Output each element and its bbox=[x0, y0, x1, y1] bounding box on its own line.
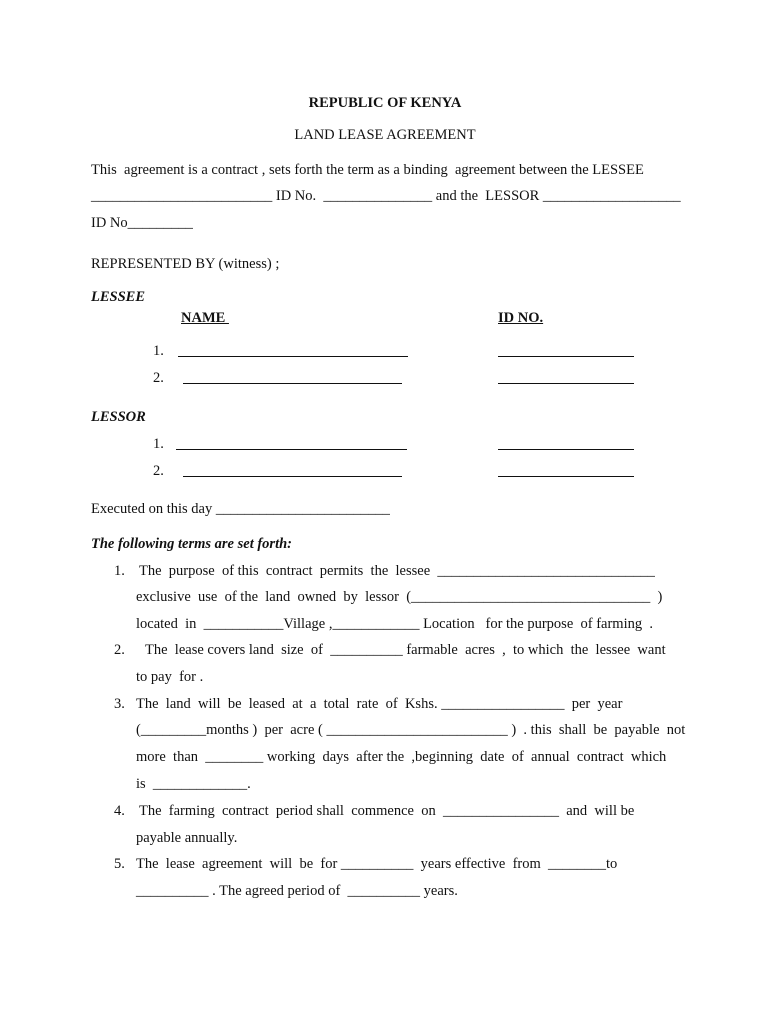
lessor-heading: LESSOR bbox=[91, 409, 146, 425]
term-1-line-3: located in ___________Village ,____________ Location for the purpose of farming . bbox=[136, 616, 653, 632]
lessor-1-name-line[interactable] bbox=[176, 449, 407, 450]
term-2-line-1: The lease covers land size of __________ farmable acres , to which the lessee want bbox=[145, 642, 666, 658]
term-1-line-2: exclusive use of the land owned by lessor (_________________________________ ) bbox=[136, 589, 663, 605]
lessee-2-name-line[interactable] bbox=[183, 383, 402, 384]
intro-line-2: _________________________ ID No. _______________ and the LESSOR ___________________ bbox=[91, 188, 681, 204]
term-3-line-4: is _____________. bbox=[136, 776, 251, 792]
term-4-line-1: The farming contract period shall commence on ________________ and will be bbox=[139, 803, 635, 819]
term-3-line-3: more than ________ working days after the ,beginning date of annual contract which bbox=[136, 749, 667, 765]
intro-line-3: ID No_________ bbox=[91, 215, 193, 231]
document-title: LAND LEASE AGREEMENT bbox=[294, 127, 476, 143]
name-column-header: NAME bbox=[181, 310, 229, 326]
represented-by-label: REPRESENTED BY (witness) ; bbox=[91, 256, 280, 272]
lessee-2-id-line[interactable] bbox=[498, 383, 634, 384]
document-heading-republic: REPUBLIC OF KENYA bbox=[308, 95, 462, 111]
term-4-line-2: payable annually. bbox=[136, 830, 238, 846]
lessee-item-number: 1. bbox=[153, 343, 164, 359]
lessor-2-id-line[interactable] bbox=[498, 476, 634, 477]
term-2-line-2: to pay for . bbox=[136, 669, 204, 685]
lessee-item-number: 2. bbox=[153, 370, 164, 386]
lessor-item-number: 2. bbox=[153, 463, 164, 479]
term-5-line-2: __________ . The agreed period of __________ years. bbox=[136, 883, 458, 899]
term-number: 5. bbox=[114, 856, 125, 872]
term-number: 4. bbox=[114, 803, 125, 819]
term-number: 3. bbox=[114, 696, 125, 712]
term-number: 1. bbox=[114, 563, 125, 579]
executed-on-line: Executed on this day ________________________ bbox=[91, 501, 390, 517]
intro-line-1: This agreement is a contract , sets forth the term as a binding agreement between the LESSEE bbox=[91, 162, 644, 178]
lessee-heading: LESSEE bbox=[91, 289, 145, 305]
lessor-2-name-line[interactable] bbox=[183, 476, 402, 477]
lessor-item-number: 1. bbox=[153, 436, 164, 452]
term-3-line-2: (_________months ) per acre ( _________________________ ) . this shall be payable not bbox=[136, 722, 686, 738]
terms-heading: The following terms are set forth: bbox=[91, 536, 292, 552]
lessee-1-name-line[interactable] bbox=[178, 356, 408, 357]
lessor-1-id-line[interactable] bbox=[498, 449, 634, 450]
lessee-1-id-line[interactable] bbox=[498, 356, 634, 357]
id-column-header: ID NO. bbox=[498, 310, 544, 326]
term-1-line-1: The purpose of this contract permits the lessee ______________________________ bbox=[139, 563, 655, 579]
term-3-line-1: The land will be leased at a total rate of Kshs. _________________ per year bbox=[136, 696, 623, 712]
term-number: 2. bbox=[114, 642, 125, 658]
term-5-line-1: The lease agreement will be for __________ years effective from ________to bbox=[136, 856, 618, 872]
